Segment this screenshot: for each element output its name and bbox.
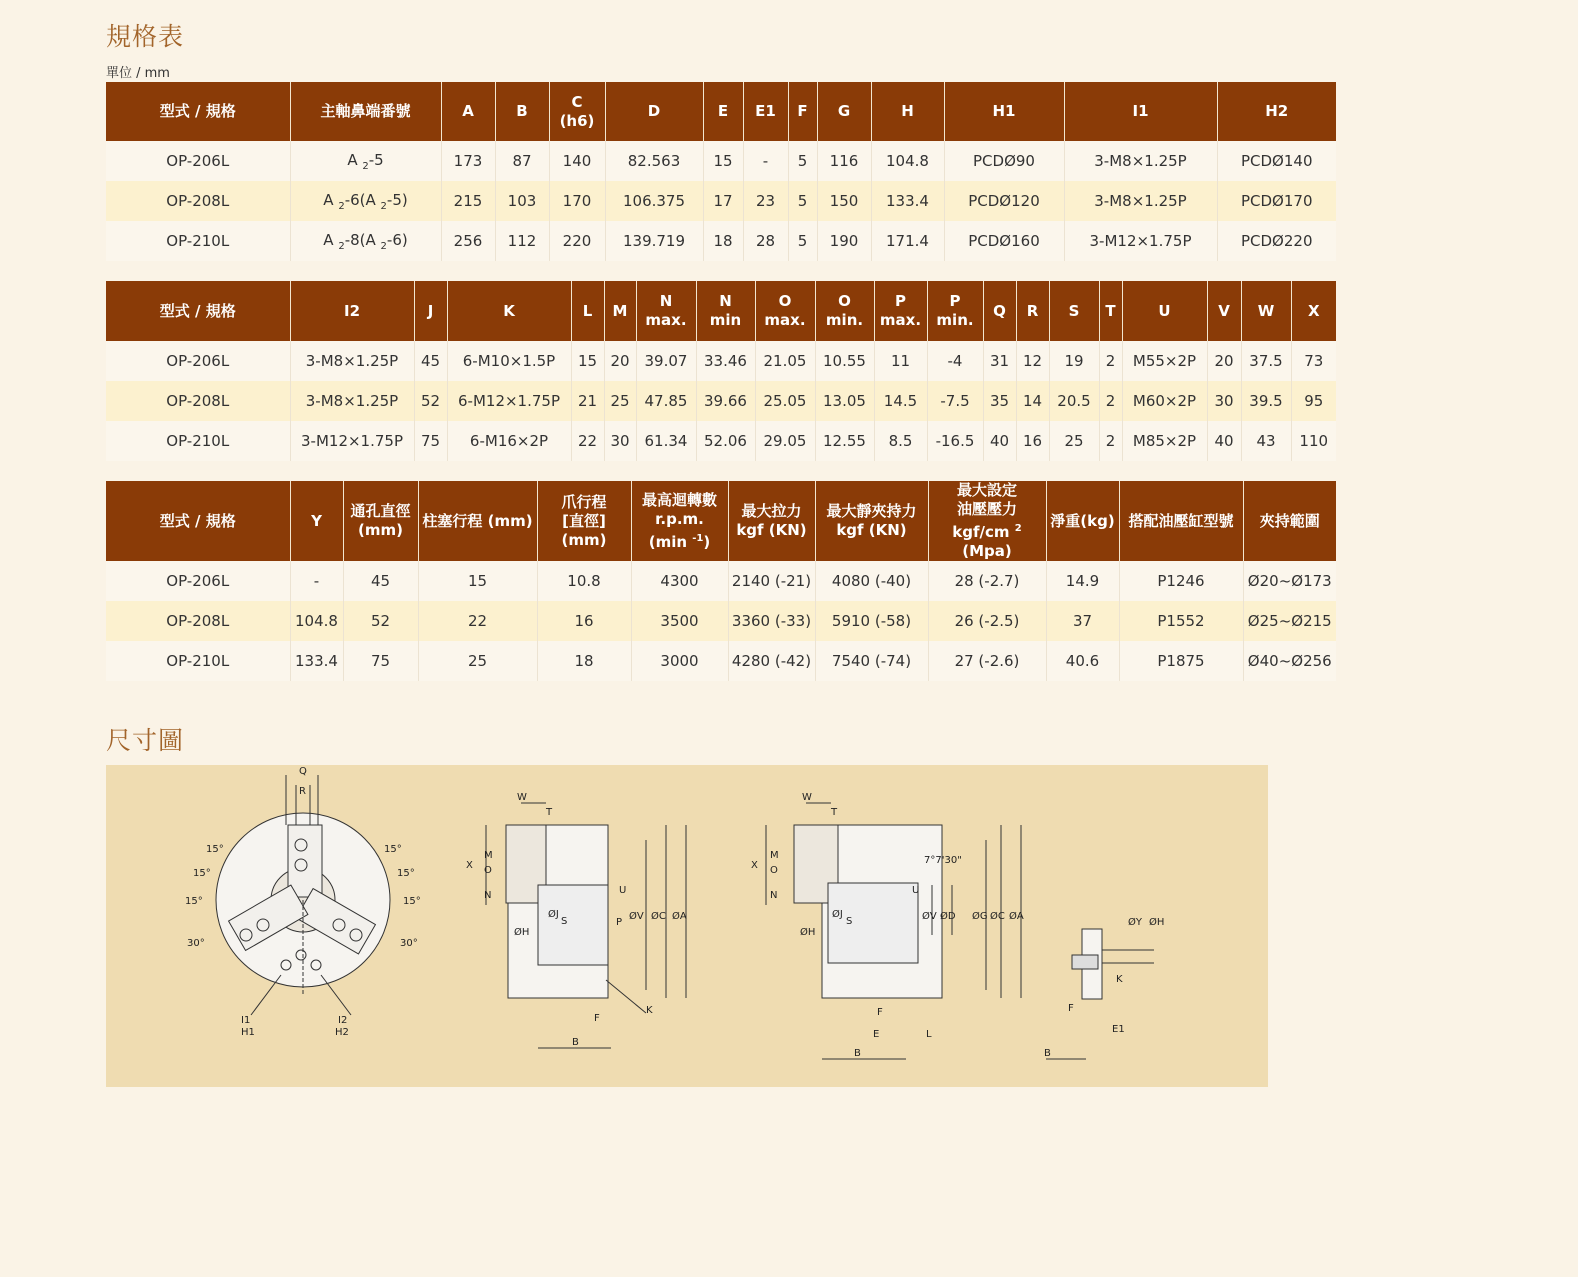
label-q: Q bbox=[299, 766, 307, 777]
col-header: 型式 / 規格 bbox=[106, 82, 290, 141]
label-w: W bbox=[802, 792, 812, 803]
label-i2: I2 bbox=[338, 1015, 348, 1026]
table-cell: 4280 (-42) bbox=[728, 641, 815, 681]
table-cell: 3-M8×1.25P bbox=[290, 341, 414, 381]
col-header: N min bbox=[696, 281, 755, 341]
table-row bbox=[106, 381, 1336, 421]
col-header bbox=[549, 82, 605, 141]
table-cell: OP-206L bbox=[106, 341, 290, 381]
label-e1: E1 bbox=[1112, 1024, 1125, 1035]
table-cell: 39.07 bbox=[636, 341, 696, 381]
table-cell: 139.719 bbox=[605, 221, 703, 261]
col-header: E1 bbox=[743, 82, 788, 141]
table-cell: OP-208L bbox=[106, 181, 290, 221]
label-oc: ØC bbox=[651, 911, 666, 922]
label-od: ØD bbox=[940, 911, 956, 922]
table-cell: PCDØ160 bbox=[944, 221, 1064, 261]
table-cell: 15 bbox=[418, 561, 537, 601]
col-header: E bbox=[703, 82, 743, 141]
table-cell: 18 bbox=[537, 641, 631, 681]
table-cell: 3000 bbox=[631, 641, 728, 681]
label-u: U bbox=[619, 885, 627, 896]
table-cell: 16 bbox=[1016, 421, 1049, 461]
table-cell: 140 bbox=[549, 141, 605, 181]
table-cell: 10.8 bbox=[537, 561, 631, 601]
table-cell: 2 bbox=[1099, 381, 1122, 421]
table-cell: 3-M12×1.75P bbox=[290, 421, 414, 461]
label-ov: ØV bbox=[922, 911, 937, 922]
col-header: 主軸鼻端番號 bbox=[290, 82, 441, 141]
table-cell: 33.46 bbox=[696, 341, 755, 381]
label-p: P bbox=[616, 917, 623, 928]
spec-table-2 bbox=[106, 281, 1336, 461]
table-cell: PCDØ170 bbox=[1217, 181, 1336, 221]
col-header: G bbox=[817, 82, 871, 141]
table-cell: 3500 bbox=[631, 601, 728, 641]
table-cell: A $_2$-6(A $_2$-5) bbox=[290, 181, 441, 221]
label-angle: 15° bbox=[185, 896, 203, 907]
label-s: S bbox=[846, 916, 853, 927]
table-cell: 52.06 bbox=[696, 421, 755, 461]
col-header: S bbox=[1049, 281, 1099, 341]
table-cell: 5910 (-58) bbox=[815, 601, 928, 641]
table-cell: 95 bbox=[1291, 381, 1336, 421]
table-cell: 3-M8×1.25P bbox=[290, 381, 414, 421]
label-angle: 15° bbox=[397, 868, 415, 879]
table-cell: 22 bbox=[418, 601, 537, 641]
label-f: F bbox=[594, 1013, 600, 1024]
table-cell: M55×2P bbox=[1122, 341, 1207, 381]
table-cell: 43 bbox=[1241, 421, 1291, 461]
col-header: L bbox=[571, 281, 604, 341]
spec-table-3 bbox=[106, 481, 1336, 681]
label-w: W bbox=[517, 792, 527, 803]
table-row bbox=[106, 341, 1336, 381]
table-cell: PCDØ90 bbox=[944, 141, 1064, 181]
detail-view bbox=[1046, 929, 1154, 1059]
table-cell: - bbox=[290, 561, 343, 601]
col-header: B bbox=[495, 82, 549, 141]
table-row bbox=[106, 421, 1336, 461]
table-cell: 3360 (-33) bbox=[728, 601, 815, 641]
table-row bbox=[106, 601, 1336, 641]
table-cell: 8.5 bbox=[874, 421, 927, 461]
table-cell: OP-208L bbox=[106, 381, 290, 421]
table-cell: 150 bbox=[817, 181, 871, 221]
table-cell: 106.375 bbox=[605, 181, 703, 221]
table-cell: 31 bbox=[983, 341, 1016, 381]
col-header: X bbox=[1291, 281, 1336, 341]
table-cell: 52 bbox=[414, 381, 447, 421]
col-header: F bbox=[788, 82, 817, 141]
col-header: 最高迴轉數 r.p.m. (min $^{-1}$) bbox=[631, 481, 728, 561]
table-header-row bbox=[106, 82, 1336, 141]
col-header: 最大拉力 kgf (KN) bbox=[728, 481, 815, 561]
spec-table-1 bbox=[106, 82, 1336, 261]
side-view-1 bbox=[486, 803, 686, 1048]
table-cell: 21.05 bbox=[755, 341, 815, 381]
label-oc: ØC bbox=[990, 911, 1005, 922]
table-cell: 3-M12×1.75P bbox=[1064, 221, 1217, 261]
table-row bbox=[106, 641, 1336, 681]
table-cell: 133.4 bbox=[871, 181, 944, 221]
label-m: M bbox=[484, 850, 493, 861]
table-cell: P1552 bbox=[1119, 601, 1243, 641]
table-cell: 39.66 bbox=[696, 381, 755, 421]
table-cell: 52 bbox=[343, 601, 418, 641]
label-i1: I1 bbox=[241, 1015, 251, 1026]
table-cell: PCDØ220 bbox=[1217, 221, 1336, 261]
col-header: H1 bbox=[944, 82, 1064, 141]
label-oj: ØJ bbox=[832, 909, 843, 920]
label-angle: 15° bbox=[193, 868, 211, 879]
col-header: U bbox=[1122, 281, 1207, 341]
table-cell: A $_2$-8(A $_2$-6) bbox=[290, 221, 441, 261]
table-cell: 40 bbox=[1207, 421, 1241, 461]
table-cell: 133.4 bbox=[290, 641, 343, 681]
table-cell: A $_2$-5 bbox=[290, 141, 441, 181]
table-cell: 2 bbox=[1099, 341, 1122, 381]
label-o: O bbox=[770, 865, 778, 876]
table-cell: 37.5 bbox=[1241, 341, 1291, 381]
label-x: X bbox=[466, 860, 473, 871]
table-cell: 14 bbox=[1016, 381, 1049, 421]
col-header: Q bbox=[983, 281, 1016, 341]
col-header: 淨重(kg) bbox=[1046, 481, 1119, 561]
col-header: 型式 / 規格 bbox=[106, 281, 290, 341]
table-cell: Ø40~Ø256 bbox=[1243, 641, 1336, 681]
dimension-title: 尺寸圖 bbox=[106, 726, 185, 755]
table-cell: 47.85 bbox=[636, 381, 696, 421]
table-cell: 22 bbox=[571, 421, 604, 461]
table-cell: 75 bbox=[343, 641, 418, 681]
label-k: K bbox=[646, 1005, 653, 1016]
table-cell: OP-206L bbox=[106, 141, 290, 181]
table-cell: 25.05 bbox=[755, 381, 815, 421]
table-cell: -7.5 bbox=[927, 381, 983, 421]
table-cell: OP-210L bbox=[106, 641, 290, 681]
col-header: R bbox=[1016, 281, 1049, 341]
label-e: E bbox=[873, 1029, 880, 1040]
table-row bbox=[106, 221, 1336, 261]
table-cell: OP-206L bbox=[106, 561, 290, 601]
col-header: P max. bbox=[874, 281, 927, 341]
table-cell: PCDØ120 bbox=[944, 181, 1064, 221]
front-view bbox=[216, 775, 390, 1015]
table-cell: 15 bbox=[703, 141, 743, 181]
table-cell: 21 bbox=[571, 381, 604, 421]
col-header: D bbox=[605, 82, 703, 141]
table-cell: OP-210L bbox=[106, 221, 290, 261]
table-cell: 14.9 bbox=[1046, 561, 1119, 601]
label-r: R bbox=[299, 786, 306, 797]
col-header: O min. bbox=[815, 281, 874, 341]
label-oh: ØH bbox=[514, 927, 530, 938]
table-cell: 104.8 bbox=[290, 601, 343, 641]
table-cell: 39.5 bbox=[1241, 381, 1291, 421]
table-cell: 15 bbox=[571, 341, 604, 381]
table-cell: 61.34 bbox=[636, 421, 696, 461]
table-cell: 20 bbox=[1207, 341, 1241, 381]
table-cell: - bbox=[743, 141, 788, 181]
table-header-row bbox=[106, 281, 1336, 341]
table-cell: P1875 bbox=[1119, 641, 1243, 681]
label-k: K bbox=[1116, 974, 1123, 985]
table-cell: 6-M16×2P bbox=[447, 421, 571, 461]
table-cell: 2140 (-21) bbox=[728, 561, 815, 601]
table-cell: 171.4 bbox=[871, 221, 944, 261]
label-s: S bbox=[561, 916, 568, 927]
table-cell: 73 bbox=[1291, 341, 1336, 381]
col-header: A bbox=[441, 82, 495, 141]
table-cell: 28 bbox=[743, 221, 788, 261]
col-header: 夾持範圍 bbox=[1243, 481, 1336, 561]
col-header: H2 bbox=[1217, 82, 1336, 141]
col-header-line: C bbox=[571, 92, 583, 111]
table-cell: Ø25~Ø215 bbox=[1243, 601, 1336, 641]
col-header: W bbox=[1241, 281, 1291, 341]
label-l: L bbox=[926, 1029, 932, 1040]
label-f: F bbox=[1068, 1003, 1074, 1014]
drawing-svg bbox=[106, 765, 1268, 1087]
col-header: 最大設定 油壓壓力 kgf/cm $^2$ (Mpa) bbox=[928, 481, 1046, 561]
table-cell: 45 bbox=[343, 561, 418, 601]
label-b: B bbox=[854, 1048, 861, 1059]
table-cell: 75 bbox=[414, 421, 447, 461]
table-cell: 37 bbox=[1046, 601, 1119, 641]
table-cell: 27 (-2.6) bbox=[928, 641, 1046, 681]
table-cell: 28 (-2.7) bbox=[928, 561, 1046, 601]
table-cell: 16 bbox=[537, 601, 631, 641]
col-header: 爪行程 [直徑] (mm) bbox=[537, 481, 631, 561]
table-cell: OP-208L bbox=[106, 601, 290, 641]
unit-label: 單位 / mm bbox=[106, 66, 170, 81]
table-row bbox=[106, 181, 1336, 221]
table-cell: 112 bbox=[495, 221, 549, 261]
table-cell: -4 bbox=[927, 341, 983, 381]
table-cell: PCDØ140 bbox=[1217, 141, 1336, 181]
table-cell: 25 bbox=[418, 641, 537, 681]
label-og: ØG bbox=[972, 911, 988, 922]
table-cell: 25 bbox=[1049, 421, 1099, 461]
table-row bbox=[106, 561, 1336, 601]
col-header: V bbox=[1207, 281, 1241, 341]
table-header-row bbox=[106, 481, 1336, 561]
label-oa: ØA bbox=[1009, 911, 1024, 922]
table-cell: -16.5 bbox=[927, 421, 983, 461]
table-cell: 25 bbox=[604, 381, 636, 421]
label-m: M bbox=[770, 850, 779, 861]
table-cell: 4080 (-40) bbox=[815, 561, 928, 601]
table-cell: 173 bbox=[441, 141, 495, 181]
label-b: B bbox=[1044, 1048, 1051, 1059]
label-o: O bbox=[484, 865, 492, 876]
dimension-drawing bbox=[106, 765, 1268, 1087]
table-cell: 20 bbox=[604, 341, 636, 381]
col-header: 柱塞行程 (mm) bbox=[418, 481, 537, 561]
table-cell: 116 bbox=[817, 141, 871, 181]
label-n: N bbox=[770, 890, 778, 901]
table-cell: 10.55 bbox=[815, 341, 874, 381]
spec-title: 規格表 bbox=[106, 22, 185, 51]
table-cell: 11 bbox=[874, 341, 927, 381]
table-cell: 23 bbox=[743, 181, 788, 221]
col-header: N max. bbox=[636, 281, 696, 341]
table-cell: 2 bbox=[1099, 421, 1122, 461]
table-cell: 19 bbox=[1049, 341, 1099, 381]
table-cell: 104.8 bbox=[871, 141, 944, 181]
label-angle: 15° bbox=[206, 844, 224, 855]
label-oy: ØY bbox=[1128, 917, 1142, 928]
label-n: N bbox=[484, 890, 492, 901]
col-header: 最大靜夾持力 kgf (KN) bbox=[815, 481, 928, 561]
col-header: Y bbox=[290, 481, 343, 561]
label-x: X bbox=[751, 860, 758, 871]
col-header: 搭配油壓缸型號 bbox=[1119, 481, 1243, 561]
table-cell: 215 bbox=[441, 181, 495, 221]
table-cell: 30 bbox=[604, 421, 636, 461]
table-cell: 256 bbox=[441, 221, 495, 261]
table-cell: 40 bbox=[983, 421, 1016, 461]
table-cell: 5 bbox=[788, 141, 817, 181]
table-cell: 170 bbox=[549, 181, 605, 221]
col-header: K bbox=[447, 281, 571, 341]
col-header: P min. bbox=[927, 281, 983, 341]
table-cell: 12 bbox=[1016, 341, 1049, 381]
table-cell: M85×2P bbox=[1122, 421, 1207, 461]
table-cell: 5 bbox=[788, 221, 817, 261]
label-angle: 15° bbox=[403, 896, 421, 907]
label-h1: H1 bbox=[241, 1027, 255, 1038]
label-t: T bbox=[831, 807, 838, 818]
table-cell: M60×2P bbox=[1122, 381, 1207, 421]
table-row bbox=[106, 141, 1336, 181]
table-cell: 220 bbox=[549, 221, 605, 261]
col-header: H bbox=[871, 82, 944, 141]
table-cell: 87 bbox=[495, 141, 549, 181]
col-header: M bbox=[604, 281, 636, 341]
table-cell: 4300 bbox=[631, 561, 728, 601]
table-cell: Ø20~Ø173 bbox=[1243, 561, 1336, 601]
col-header: I2 bbox=[290, 281, 414, 341]
table-cell: 45 bbox=[414, 341, 447, 381]
label-h2: H2 bbox=[335, 1027, 349, 1038]
table-cell: OP-210L bbox=[106, 421, 290, 461]
table-cell: 7540 (-74) bbox=[815, 641, 928, 681]
label-oa: ØA bbox=[672, 911, 687, 922]
table-cell: 6-M12×1.75P bbox=[447, 381, 571, 421]
table-cell: 17 bbox=[703, 181, 743, 221]
table-cell: 35 bbox=[983, 381, 1016, 421]
label-oh: ØH bbox=[1149, 917, 1165, 928]
label-t: T bbox=[546, 807, 553, 818]
table-cell: 3-M8×1.25P bbox=[1064, 141, 1217, 181]
label-u: U bbox=[912, 885, 920, 896]
label-b: B bbox=[572, 1037, 579, 1048]
col-header: T bbox=[1099, 281, 1122, 341]
table-cell: 12.55 bbox=[815, 421, 874, 461]
table-cell: 13.05 bbox=[815, 381, 874, 421]
col-header-line: (h6) bbox=[559, 111, 595, 130]
table-cell: 3-M8×1.25P bbox=[1064, 181, 1217, 221]
table-cell: 14.5 bbox=[874, 381, 927, 421]
table-cell: 26 (-2.5) bbox=[928, 601, 1046, 641]
table-cell: 5 bbox=[788, 181, 817, 221]
col-header: 通孔直徑 (mm) bbox=[343, 481, 418, 561]
col-header: I1 bbox=[1064, 82, 1217, 141]
label-oh: ØH bbox=[800, 927, 816, 938]
label-angle: 7°7'30" bbox=[924, 855, 962, 866]
label-oj: ØJ bbox=[548, 909, 559, 920]
col-header: J bbox=[414, 281, 447, 341]
table-cell: 40.6 bbox=[1046, 641, 1119, 681]
table-cell: 18 bbox=[703, 221, 743, 261]
table-cell: P1246 bbox=[1119, 561, 1243, 601]
label-angle: 30° bbox=[400, 938, 418, 949]
table-cell: 29.05 bbox=[755, 421, 815, 461]
table-cell: 110 bbox=[1291, 421, 1336, 461]
table-cell: 82.563 bbox=[605, 141, 703, 181]
label-f: F bbox=[877, 1007, 883, 1018]
table-cell: 20.5 bbox=[1049, 381, 1099, 421]
label-angle: 30° bbox=[187, 938, 205, 949]
table-cell: 30 bbox=[1207, 381, 1241, 421]
label-ov: ØV bbox=[629, 911, 644, 922]
col-header: O max. bbox=[755, 281, 815, 341]
table-cell: 6-M10×1.5P bbox=[447, 341, 571, 381]
table-cell: 190 bbox=[817, 221, 871, 261]
table-cell: 103 bbox=[495, 181, 549, 221]
label-angle: 15° bbox=[384, 844, 402, 855]
col-header: 型式 / 規格 bbox=[106, 481, 290, 561]
